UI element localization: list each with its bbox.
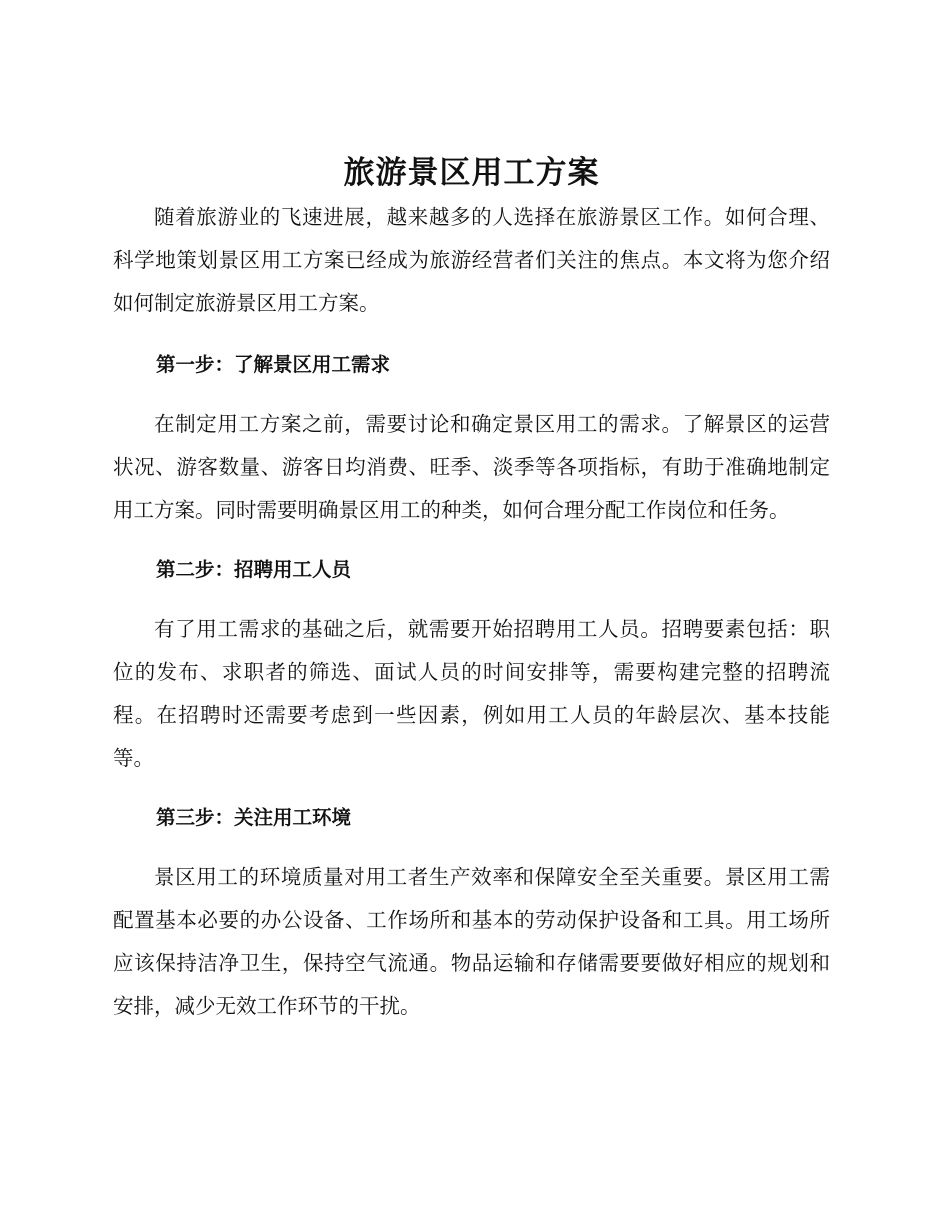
- document-page: [113, 150, 830, 1028]
- section-heading: 第二步：招聘用工人员: [156, 558, 352, 581]
- section-2: [113, 556, 830, 780]
- section-body: 有了用工需求的基础之后，就需要开始招聘用工人员。招聘要素包括：职位的发布、求职者的筛选、面试人员的时间安排等，需要构建完整的招聘流程。在招聘时还需要考虑到一些因素，例如用工人员的年龄层次、基本技能等。: [113, 617, 830, 770]
- section-body: 在制定用工方案之前，需要讨论和确定景区用工的需求。了解景区的运营状况、游客数量、游客日均消费、旺季、淡季等各项指标，有助于准确地制定用工方案。同时需要明确景区用工的种类，如何合理分配工作岗位和任务。: [113, 412, 830, 522]
- section-3: [113, 804, 830, 1028]
- document-title: 旅游景区用工方案: [343, 155, 600, 191]
- intro-paragraph: 随着旅游业的飞速进展，越来越多的人选择在旅游景区工作。如何合理、科学地策划景区用工方案已经成为旅游经营者们关注的焦点。本文将为您介绍如何制定旅游景区用工方案。: [113, 205, 830, 315]
- section-heading: 第一步：了解景区用工需求: [156, 353, 391, 376]
- section-body: 景区用工的环境质量对用工者生产效率和保障安全至关重要。景区用工需配置基本必要的办公设备、工作场所和基本的劳动保护设备和工具。用工场所应该保持洁净卫生，保持空气流通。物品运输和存储需要要做好相应的规划和安排，减少无效工作环节的干扰。: [113, 865, 830, 1018]
- section-heading: 第三步：关注用工环境: [156, 806, 352, 829]
- section-1: [113, 351, 830, 532]
